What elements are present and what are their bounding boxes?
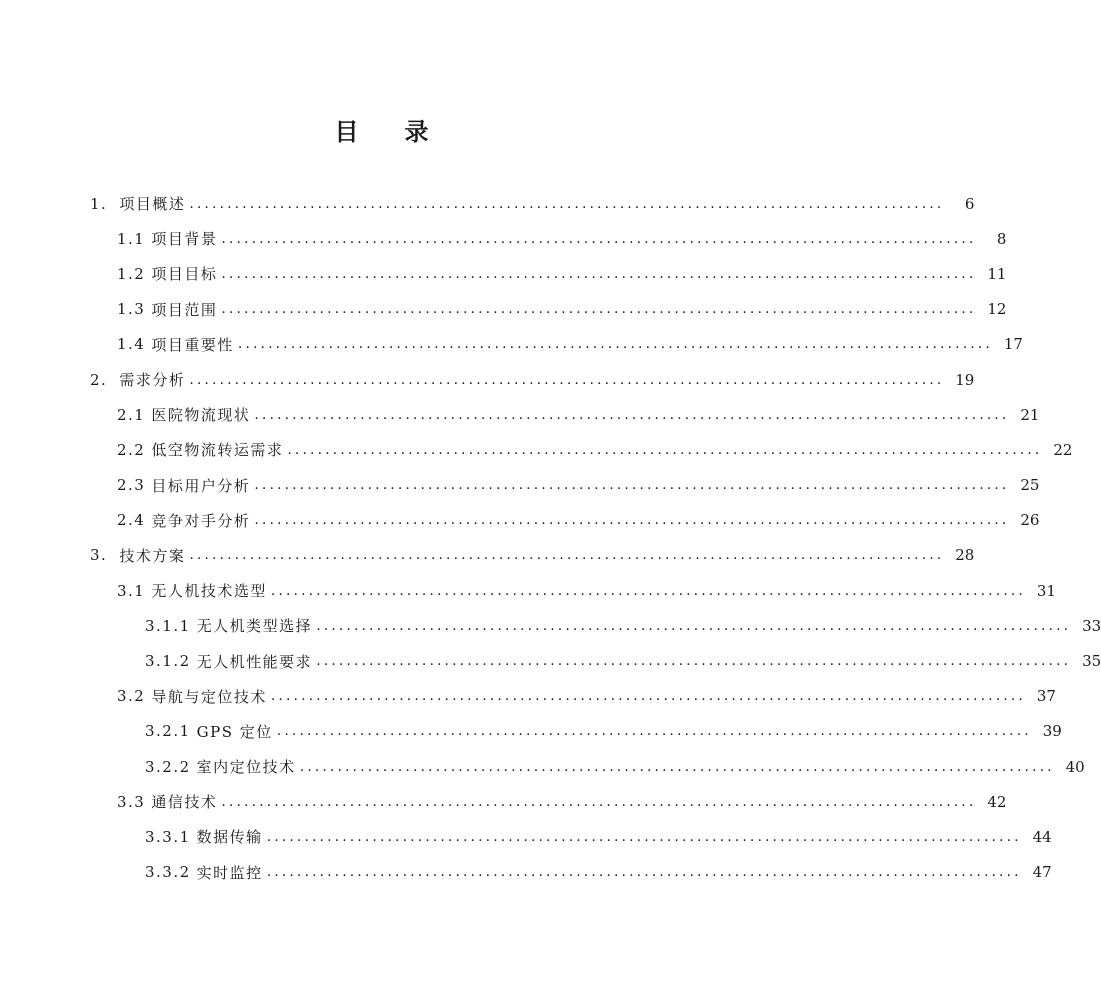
- toc-entry-number: 3.2: [117, 687, 146, 706]
- toc-entry-number: 2.1: [117, 405, 146, 424]
- toc-page-number: 8: [996, 229, 1007, 248]
- toc-entry-number: 3.2.1: [145, 722, 191, 741]
- toc-page-number: 11: [987, 264, 1007, 283]
- toc-entry-number: 3.1.1: [145, 616, 191, 635]
- title-char: 录: [404, 118, 431, 146]
- toc-page-number: 17: [1003, 335, 1023, 354]
- toc-entry-title: 项目范围: [151, 300, 218, 319]
- toc-entry-title: 医院物流现状: [151, 406, 251, 425]
- toc-entry-title: 低空物流转运需求: [151, 441, 284, 460]
- toc-entry-title: 需求分析: [119, 371, 186, 390]
- toc-entry[interactable]: [0, 503, 1040, 538]
- toc-dot-leader: ....................................................................................................: [221, 230, 977, 247]
- toc-entry-number: 2.2: [117, 440, 146, 459]
- toc-entry[interactable]: [0, 679, 1056, 714]
- toc-entry[interactable]: [0, 819, 1052, 854]
- toc-dot-leader: ....................................................................................................: [254, 406, 1010, 423]
- toc-entry[interactable]: [0, 714, 1062, 749]
- toc-dot-leader: ....................................................................................................: [189, 547, 945, 564]
- toc-entry[interactable]: [0, 855, 1052, 890]
- toc-entry-title: 数据传输: [196, 828, 263, 847]
- toc-entry-title: GPS 定位: [196, 722, 273, 741]
- toc-page-number: 33: [1082, 616, 1101, 635]
- toc-entry-number: 3.1.2: [145, 652, 191, 671]
- toc-dot-leader: ....................................................................................................: [266, 828, 1022, 845]
- toc-dot-leader: ....................................................................................................: [221, 301, 977, 318]
- toc-entry[interactable]: [0, 292, 1007, 327]
- toc-page-number: 37: [1036, 687, 1056, 706]
- toc-dot-leader: ....................................................................................................: [189, 195, 945, 212]
- toc-entry-number: 1.2: [117, 264, 146, 283]
- toc-entry-title: 项目重要性: [151, 335, 234, 354]
- toc-dot-leader: ....................................................................................................: [266, 864, 1022, 881]
- toc-dot-leader: ....................................................................................................: [276, 723, 1032, 740]
- toc-dot-leader: ....................................................................................................: [189, 371, 945, 388]
- toc-entry[interactable]: [0, 643, 1101, 678]
- toc-entry-title: 无人机技术选型: [151, 582, 267, 601]
- toc-dot-leader: ....................................................................................................: [287, 441, 1043, 458]
- toc-page-number: 39: [1042, 722, 1062, 741]
- toc-page-number: 22: [1053, 440, 1073, 459]
- toc-page-number: 19: [955, 370, 975, 389]
- toc-entry[interactable]: [0, 784, 1007, 819]
- toc-entry[interactable]: [0, 186, 975, 221]
- toc-dot-leader: ....................................................................................................: [221, 793, 977, 810]
- toc-entry-number: 3.2.2: [145, 757, 191, 776]
- toc-entry-title: 实时监控: [196, 863, 263, 882]
- toc-entry[interactable]: [0, 573, 1056, 608]
- toc-entry-title: 项目背景: [151, 230, 218, 249]
- toc-entry[interactable]: [0, 538, 975, 573]
- toc-entry-number: 3.: [90, 546, 108, 565]
- toc-entry-title: 目标用户分析: [151, 476, 251, 495]
- title-char: 目: [334, 118, 361, 146]
- toc-entry-number: 2.4: [117, 511, 146, 530]
- toc-entry-number: 3.1: [117, 581, 146, 600]
- toc-entry[interactable]: [0, 397, 1040, 432]
- toc-page-number: 35: [1082, 652, 1101, 671]
- toc-entry-title: 通信技术: [151, 793, 218, 812]
- toc-entry-number: 3.3.2: [145, 863, 191, 882]
- toc-entry[interactable]: [0, 256, 1007, 291]
- toc-entry[interactable]: [0, 327, 1023, 362]
- toc-entry-title: 室内定位技术: [196, 758, 296, 777]
- toc-entry-title: 导航与定位技术: [151, 687, 267, 706]
- toc-page-number: 28: [955, 546, 975, 565]
- table-of-contents: [0, 186, 1101, 890]
- toc-dot-leader: ....................................................................................................: [254, 512, 1010, 529]
- toc-entry-title: 技术方案: [119, 546, 186, 565]
- toc-dot-leader: ....................................................................................................: [316, 617, 1072, 634]
- toc-entry-number: 2.: [90, 370, 108, 389]
- toc-entry-title: 无人机类型选择: [196, 617, 313, 636]
- page-title: [0, 112, 765, 147]
- toc-entry-number: 3.3.1: [145, 827, 191, 846]
- toc-entry-number: 1.1: [117, 229, 146, 248]
- toc-entry-number: 1.3: [117, 300, 146, 319]
- toc-entry[interactable]: [0, 749, 1085, 784]
- toc-dot-leader: ....................................................................................................: [254, 477, 1010, 494]
- toc-page-number: 26: [1020, 511, 1040, 530]
- toc-dot-leader: ....................................................................................................: [316, 653, 1072, 670]
- toc-entry[interactable]: [0, 432, 1073, 467]
- toc-entry[interactable]: [0, 221, 1007, 256]
- toc-dot-leader: ....................................................................................................: [237, 336, 993, 353]
- toc-entry-number: 1.: [90, 194, 108, 213]
- toc-entry[interactable]: [0, 362, 975, 397]
- toc-entry[interactable]: [0, 608, 1101, 643]
- toc-page-number: 42: [987, 792, 1007, 811]
- toc-entry-number: 2.3: [117, 476, 146, 495]
- toc-page-number: 31: [1036, 581, 1056, 600]
- toc-entry-title: 竞争对手分析: [151, 511, 251, 530]
- toc-dot-leader: ....................................................................................................: [270, 688, 1026, 705]
- toc-page-number: 12: [987, 300, 1007, 319]
- toc-page-number: 6: [964, 194, 975, 213]
- toc-entry-number: 3.3: [117, 792, 146, 811]
- toc-dot-leader: ....................................................................................................: [299, 758, 1055, 775]
- toc-entry[interactable]: [0, 468, 1040, 503]
- toc-page-number: 44: [1032, 827, 1052, 846]
- toc-page-number: 47: [1032, 863, 1052, 882]
- toc-entry-title: 项目概述: [119, 195, 186, 214]
- toc-entry-number: 1.4: [117, 335, 146, 354]
- toc-page-number: 25: [1020, 476, 1040, 495]
- toc-page-number: 21: [1020, 405, 1040, 424]
- toc-page-number: 40: [1065, 757, 1085, 776]
- toc-dot-leader: ....................................................................................................: [270, 582, 1026, 599]
- toc-dot-leader: ....................................................................................................: [221, 265, 977, 282]
- toc-entry-title: 无人机性能要求: [196, 652, 313, 671]
- toc-entry-title: 项目目标: [151, 265, 218, 284]
